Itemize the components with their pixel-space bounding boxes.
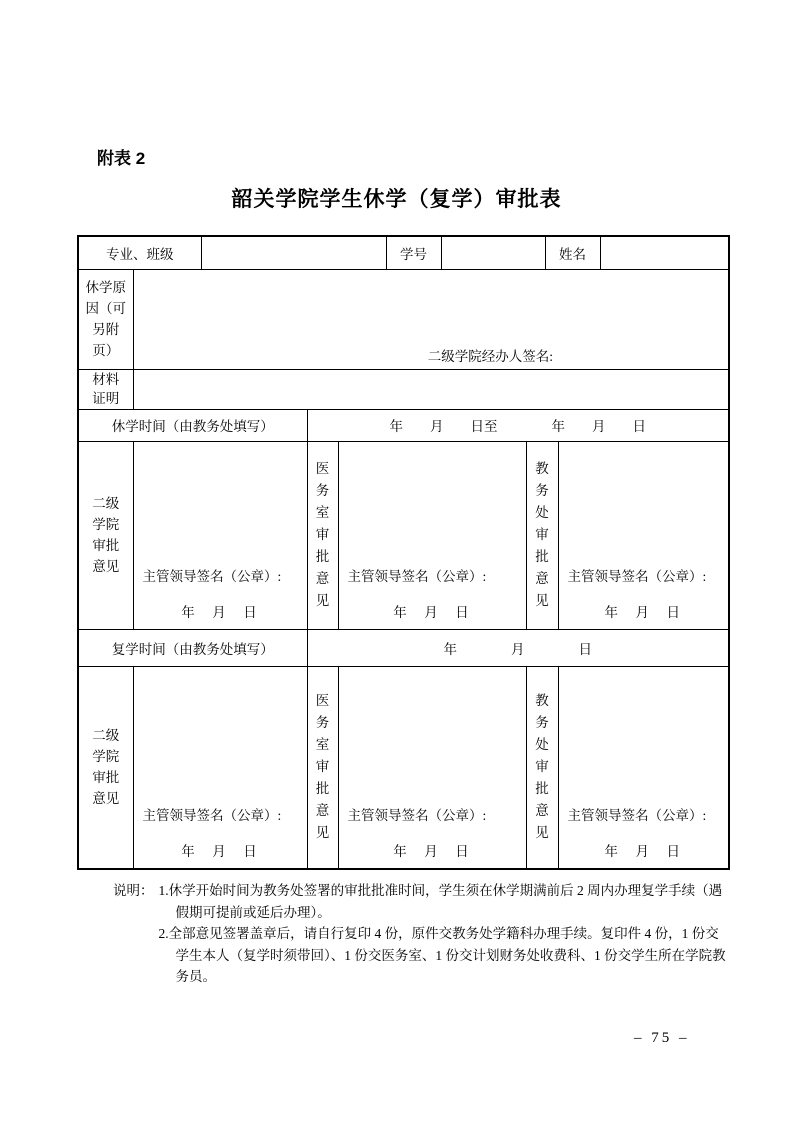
- label-line: 学院: [92, 517, 120, 532]
- resume-academic-date-label: 年 月 日: [604, 844, 683, 859]
- leave-approval-row: [78, 441, 729, 629]
- vertical-char: 务: [535, 483, 549, 498]
- leave-time-row: [78, 409, 729, 441]
- vertical-char: 见: [535, 825, 549, 841]
- vertical-char: 室: [315, 505, 330, 520]
- note-item: 1.休学开始时间为教务处签署的审批批准时间，学生须在休学期满前后 2 周内办理复学手续（遇假期可提前或延后办理）。: [158, 883, 723, 920]
- resume-college-signature-label: 主管领导签名（公章）:: [142, 808, 282, 823]
- leave-reason-label: [78, 269, 133, 369]
- label-line: 意见: [92, 791, 120, 807]
- vertical-char: 审: [315, 527, 330, 542]
- leave-college-signature-label: 主管领导签名（公章）:: [142, 568, 282, 584]
- vertical-char: 意: [315, 571, 330, 586]
- leave-academic-date-label: 年 月 日: [604, 604, 683, 620]
- leave-medical-date-label: 年 月 日: [393, 604, 471, 620]
- resume-medical-approval-label: [307, 666, 338, 869]
- vertical-char: 意: [535, 803, 549, 819]
- major-class-label: 专业、班级: [78, 236, 201, 269]
- leave-college-opinion-cell: [133, 441, 307, 629]
- vertical-char: 见: [315, 825, 330, 841]
- material-proof-row: [78, 369, 729, 409]
- leave-time-value-cell: 年 月 日至 年 月 日: [307, 409, 729, 441]
- vertical-char: 医: [315, 461, 330, 476]
- vertical-char: 批: [315, 549, 330, 564]
- label-line: 学院: [92, 749, 120, 765]
- vertical-char: 批: [315, 781, 330, 797]
- page-number: – 75 –: [634, 1030, 690, 1046]
- vertical-char: 批: [535, 781, 549, 797]
- material-proof-label: [78, 369, 133, 409]
- vertical-char: 意: [535, 571, 549, 586]
- label-line: 页）: [92, 343, 120, 358]
- label-line: 审批: [92, 538, 120, 553]
- name-value-cell: [600, 236, 729, 269]
- leave-college-approval-label: [78, 441, 133, 629]
- college-handler-signature-hint: 二级学院经办人签名:: [427, 348, 554, 364]
- leave-medical-approval-label: [307, 441, 338, 629]
- leave-medical-signature-label: 主管领导签名（公章）:: [347, 568, 487, 584]
- vertical-char: 务: [315, 483, 330, 498]
- notes-label: 说明：: [113, 883, 154, 898]
- vertical-char: 审: [535, 759, 549, 775]
- vertical-char: 务: [535, 715, 549, 731]
- resume-time-value-cell: 年 月 日: [307, 629, 729, 666]
- label-line: 意见: [92, 559, 120, 574]
- vertical-char: 处: [535, 505, 549, 520]
- leave-college-date-label: 年 月 日: [181, 604, 259, 620]
- major-class-value-cell: [201, 236, 386, 269]
- resume-college-opinion-cell: [133, 666, 307, 869]
- resume-time-label: 复学时间（由教务处填写）: [78, 629, 307, 666]
- page-title: 韶关学院学生休学（复学）审批表: [231, 187, 562, 211]
- label-line: 审批: [92, 770, 120, 786]
- resume-academic-signature-label: 主管领导签名（公章）:: [567, 808, 707, 823]
- label-line: 材料: [92, 372, 120, 387]
- material-proof-content-cell: [133, 369, 729, 409]
- vertical-char: 审: [315, 759, 330, 775]
- attachment-label: 附表 2: [97, 149, 146, 168]
- vertical-char: 批: [535, 549, 549, 564]
- resume-approval-row: [78, 666, 729, 869]
- vertical-char: 医: [315, 693, 330, 709]
- label-line: 证明: [92, 391, 120, 406]
- notes-section: [113, 880, 731, 988]
- leave-medical-opinion-cell: [338, 441, 526, 629]
- resume-medical-opinion-cell: [338, 666, 526, 869]
- leave-academic-signature-label: 主管领导签名（公章）:: [567, 568, 707, 584]
- student-id-label: 学号: [386, 236, 441, 269]
- vertical-char: 意: [315, 803, 330, 819]
- label-line: 另附: [92, 322, 120, 337]
- header-row: [78, 236, 729, 269]
- name-label: 姓名: [545, 236, 600, 269]
- resume-time-row: [78, 629, 729, 666]
- resume-medical-signature-label: 主管领导签名（公章）:: [347, 808, 487, 823]
- vertical-char: 处: [535, 737, 549, 753]
- vertical-char: 审: [535, 527, 549, 542]
- vertical-char: 室: [315, 737, 330, 753]
- label-line: 因（可: [85, 301, 126, 316]
- leave-reason-content-cell: [133, 269, 729, 369]
- label-line: 二级: [92, 496, 120, 511]
- resume-academic-opinion-cell: [558, 666, 729, 869]
- vertical-char: 见: [535, 593, 549, 608]
- vertical-char: 务: [315, 715, 330, 731]
- resume-medical-date-label: 年 月 日: [393, 844, 471, 859]
- approval-form-table: [77, 235, 730, 870]
- leave-academic-approval-label: [526, 441, 558, 629]
- student-id-value-cell: [441, 236, 545, 269]
- leave-academic-opinion-cell: [558, 441, 729, 629]
- resume-college-date-label: 年 月 日: [181, 844, 259, 859]
- vertical-char: 见: [315, 593, 330, 608]
- vertical-char: 教: [535, 693, 549, 709]
- resume-college-approval-label: [78, 666, 133, 869]
- leave-reason-row: [78, 269, 729, 369]
- label-line: 休学原: [85, 280, 126, 295]
- label-line: 二级: [92, 728, 120, 744]
- vertical-char: 教: [535, 461, 549, 476]
- resume-academic-approval-label: [526, 666, 558, 869]
- leave-time-label: 休学时间（由教务处填写）: [78, 409, 307, 441]
- notes-items: [159, 880, 731, 988]
- note-item: 2.全部意见签署盖章后，请自行复印 4 份，原件交教务处学籍科办理手续。复印件 4 份，1 份交学生本人（复学时须带回）、1 份交医务室、1 份交计划财务处收费科、1 份交学生所在学院教务员。: [158, 926, 726, 984]
